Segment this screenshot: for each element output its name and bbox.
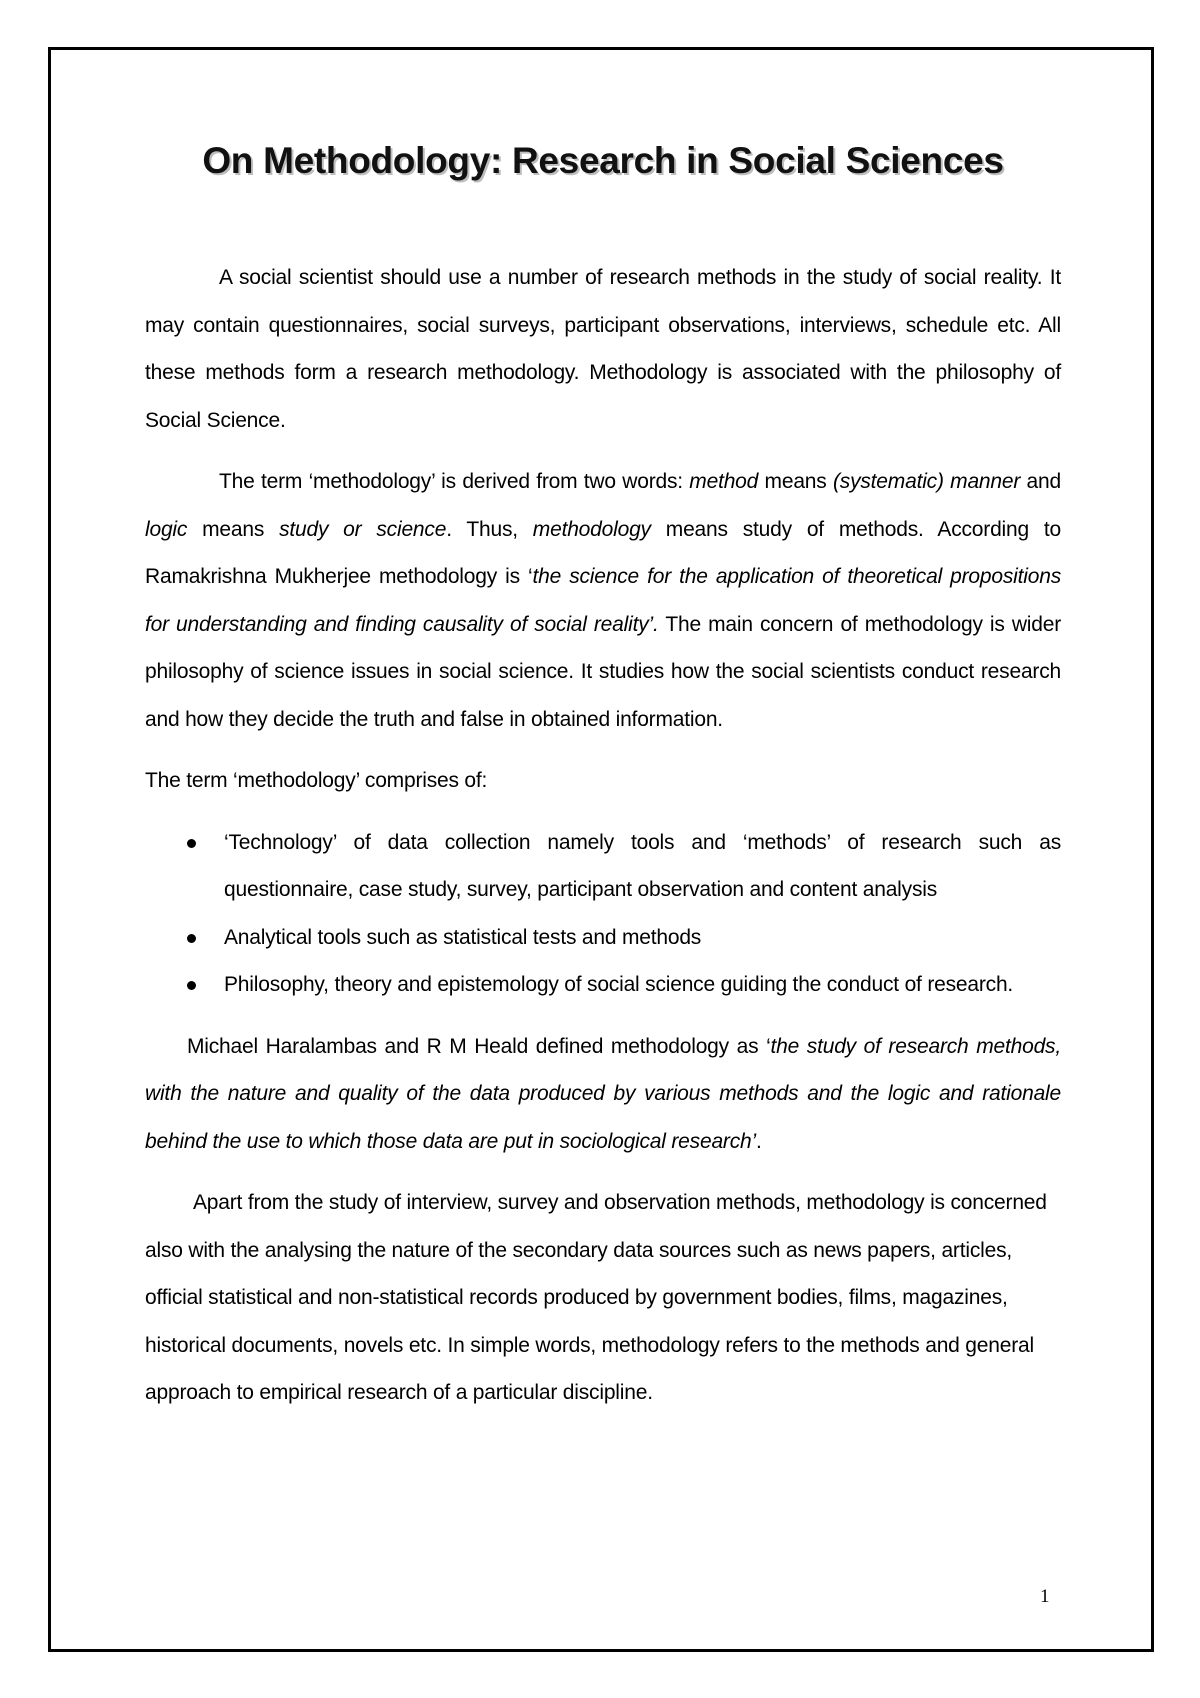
paragraph-2-italic: study or science bbox=[279, 517, 447, 541]
paragraph-2 bbox=[145, 458, 1061, 743]
document-body bbox=[145, 140, 1061, 1417]
paragraph-2-italic: (systematic) manner bbox=[832, 470, 1021, 493]
paragraph-2-text: . Thus, bbox=[446, 517, 533, 541]
paragraph-2-text: The main concern of methodology is wider philosophy of science issues in social science. It studies how the social scientists conduct research and how they decide the truth and false in obtained information. bbox=[145, 612, 1061, 731]
list-item bbox=[145, 819, 1061, 914]
paragraph-5: Apart from the study of interview, survey and observation methods, methodology is concerned also with the analysing the nature of the secondary data sources such as news papers, articles, official statistical and non-statistical records produced by government bodies, films, magazines, historical documents, novels etc. In simple words, methodology refers to the methods and general approach to empirical research of a particular discipline. bbox=[145, 1191, 1047, 1404]
bullet-list bbox=[145, 819, 1061, 1009]
paragraph-2-text: and bbox=[1020, 470, 1061, 493]
paragraph-1: A social scientist should use a number of research methods in the study of social reality. It may contain questionnaires, social surveys, participant observations, interviews, schedule etc. All these methods form a research methodology. Methodology is associated with the philosophy of Social Science. bbox=[145, 266, 1061, 432]
paragraph-2-text: means bbox=[758, 470, 833, 493]
paragraph-4-text: . bbox=[755, 1129, 762, 1153]
bullet-icon bbox=[187, 839, 196, 848]
paragraph-2-text: The term ‘methodology’ is derived from two words: bbox=[219, 470, 690, 493]
paragraph-2-italic: methodology bbox=[532, 517, 651, 541]
list-item bbox=[145, 914, 1061, 962]
bullet-icon bbox=[187, 934, 196, 943]
document-title: On Methodology: Research in Social Sciences bbox=[202, 140, 1004, 181]
paragraph-2-text: means bbox=[187, 517, 280, 541]
paragraph-4-text: Michael Haralambas and R M Heald defined methodology as ‘ bbox=[187, 1034, 771, 1058]
paragraph-2-italic: logic bbox=[145, 517, 188, 541]
paragraph-2-text: means study of methods. According to Ramakrishna Mukherjee methodology is ‘ bbox=[145, 517, 1061, 588]
paragraph-2-italic: method bbox=[689, 470, 759, 493]
list-item-text: Philosophy, theory and epistemology of social science guiding the conduct of research. bbox=[224, 973, 1014, 996]
haralambas-definition-quote: the study of research methods, with the nature and quality of the data produced by various methods and the logic and rationale behind the use to which those data are put in sociological research’ bbox=[145, 1034, 1061, 1153]
list-item-text: Analytical tools such as statistical tests and methods bbox=[224, 925, 702, 949]
page-number: 1 bbox=[1040, 1586, 1050, 1607]
paragraph-4 bbox=[145, 1023, 1061, 1166]
list-item-text: ‘Technology’ of data collection namely tools and ‘methods’ of research such as questionnaire, case study, survey, participant observation and content analysis bbox=[224, 830, 1061, 901]
bullet-icon bbox=[187, 981, 196, 990]
paragraph-3: The term ‘methodology’ comprises of: bbox=[145, 769, 488, 792]
mukherjee-definition-quote: the science for the application of theoretical propositions for understanding and finding causality of social reality’. bbox=[145, 565, 1061, 636]
list-item bbox=[145, 961, 1061, 1009]
